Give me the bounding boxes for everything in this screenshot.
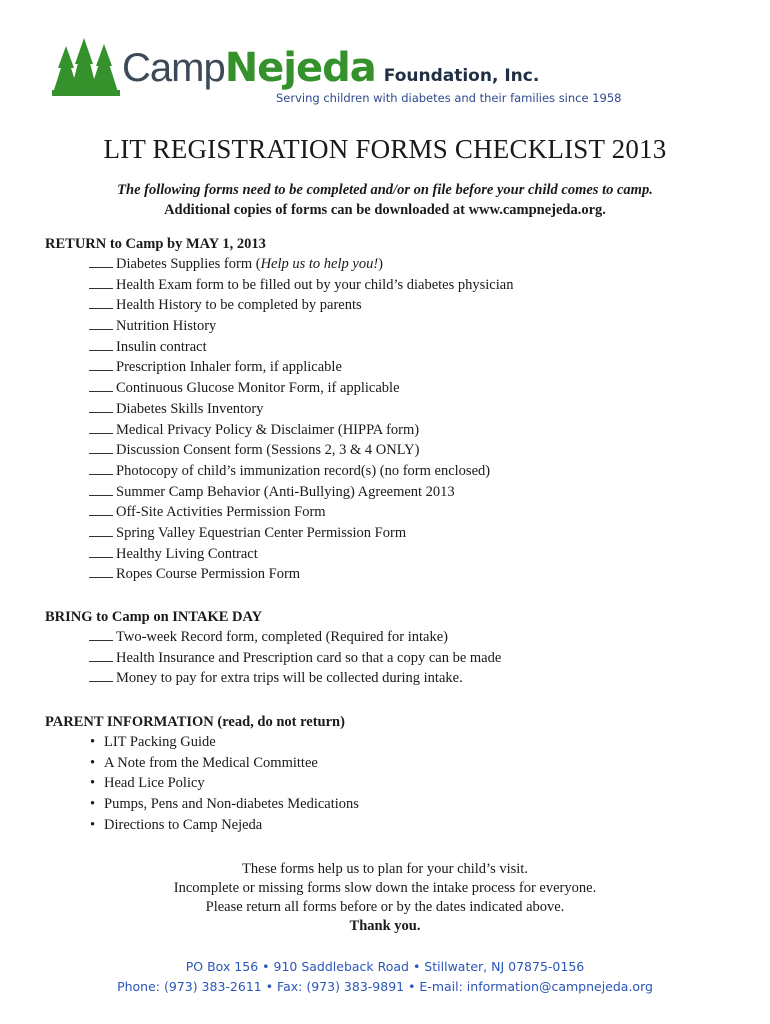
brand-foundation: Foundation, Inc. (383, 66, 540, 86)
footer-address: PO Box 156 • 910 Saddleback Road • Stillwater, NJ 07875-0156 (185, 959, 585, 974)
checklist-item (45, 420, 513, 441)
info-list-item (45, 794, 359, 815)
checkbox-blank[interactable] (89, 668, 113, 682)
return-checklist (45, 254, 513, 585)
item-label: Health Exam form to be filled out by your child’s diabetes physician (116, 276, 514, 293)
bring-checklist (45, 627, 501, 689)
footer-contact: Phone: (973) 383-2611 • Fax: (973) 383-9891 • E-mail: information@campnejeda.org (117, 979, 653, 994)
pine-trees-icon (52, 38, 124, 100)
intro-line-2: Additional copies of forms can be downloaded at www.campnejeda.org. (164, 202, 606, 218)
checkbox-blank[interactable] (89, 378, 113, 392)
checklist-item (45, 482, 513, 503)
item-label: Health Insurance and Prescription card so that a copy can be made (116, 649, 502, 666)
checklist-item (45, 316, 513, 337)
checkbox-blank[interactable] (89, 420, 113, 434)
return-heading: RETURN to Camp by MAY 1, 2013 (45, 236, 266, 252)
bullet-icon: • (90, 796, 96, 813)
checkbox-blank[interactable] (89, 482, 113, 496)
item-label: Summer Camp Behavior (Anti-Bullying) Agreement 2013 (116, 483, 455, 500)
item-label: Money to pay for extra trips will be collected during intake. (116, 670, 463, 687)
item-label: Ropes Course Permission Form (116, 566, 301, 583)
checklist-item (45, 275, 513, 296)
item-label: Photocopy of child’s immunization record(s) (no form enclosed) (116, 462, 491, 479)
bullet-icon: • (90, 754, 96, 771)
info-list-item (45, 815, 359, 836)
checkbox-blank[interactable] (89, 357, 113, 371)
checklist-item (45, 564, 513, 585)
intro-line-1: The following forms need to be completed and/or on file before your child comes to camp. (117, 182, 653, 198)
page-title: LIT REGISTRATION FORMS CHECKLIST 2013 (103, 134, 667, 164)
checkbox-blank[interactable] (89, 564, 113, 578)
parent-info-list (45, 732, 359, 835)
brand-nejeda: Nejeda (224, 45, 376, 91)
checkbox-blank[interactable] (89, 523, 113, 537)
info-item-label: Head Lice Policy (104, 775, 205, 792)
info-item-label: Pumps, Pens and Non-diabetes Medications (104, 796, 359, 813)
checkbox-blank[interactable] (89, 440, 113, 454)
tagline: Serving children with diabetes and their families since 1958 (276, 91, 622, 105)
closing-line-3: Please return all forms before or by the dates indicated above. (205, 899, 565, 915)
item-label: Diabetes Supplies form ( (116, 256, 261, 272)
parent-heading: PARENT INFORMATION (read, do not return) (45, 714, 345, 730)
item-label: Discussion Consent form (Sessions 2, 3 & 4 ONLY) (116, 442, 420, 459)
checklist-item (45, 337, 513, 358)
checkbox-blank[interactable] (89, 461, 113, 475)
item-label: Health History to be completed by parents (116, 297, 362, 314)
checklist-item (45, 648, 501, 669)
item-label: Insulin contract (116, 338, 207, 355)
brand-camp: Camp (122, 46, 225, 90)
checkbox-blank[interactable] (89, 544, 113, 558)
item-label: Diabetes Skills Inventory (116, 400, 264, 417)
item-label: Off-Site Activities Permission Form (116, 504, 326, 521)
checklist-item (45, 523, 513, 544)
bring-heading: BRING to Camp on INTAKE DAY (45, 609, 263, 625)
checkbox-blank[interactable] (89, 399, 113, 413)
intro (0, 180, 770, 220)
closing-line-1: These forms help us to plan for your child’s visit. (242, 861, 528, 877)
item-label: Two-week Record form, completed (Required for intake) (116, 629, 448, 645)
checklist-item (45, 378, 513, 399)
info-item-label: LIT Packing Guide (104, 734, 216, 750)
item-label: Prescription Inhaler form, if applicable (116, 359, 342, 376)
closing-thanks: Thank you. (349, 918, 421, 934)
bullet-icon: • (90, 816, 96, 833)
checkbox-blank[interactable] (89, 316, 113, 330)
info-list-item (45, 753, 359, 774)
info-item-label: A Note from the Medical Committee (104, 754, 318, 771)
item-label: Spring Valley Equestrian Center Permission Form (116, 524, 407, 541)
item-note: Help us to help you! (260, 256, 379, 272)
closing-note (0, 860, 770, 936)
closing-line-2: Incomplete or missing forms slow down the intake process for everyone. (173, 880, 597, 896)
checklist-item (45, 254, 513, 275)
checkbox-blank[interactable] (89, 337, 113, 351)
footer (0, 957, 770, 997)
info-item-label: Directions to Camp Nejeda (104, 816, 263, 833)
checklist-item (45, 544, 513, 565)
checklist-item (45, 399, 513, 420)
checklist-item (45, 295, 513, 316)
checklist-item (45, 668, 501, 689)
checkbox-blank[interactable] (89, 648, 113, 662)
checklist-item (45, 502, 513, 523)
item-label: Continuous Glucose Monitor Form, if applicable (116, 380, 400, 397)
checkbox-blank[interactable] (89, 254, 113, 268)
checkbox-blank[interactable] (89, 275, 113, 289)
parent-section (45, 712, 359, 835)
item-label: Nutrition History (116, 318, 217, 335)
item-label: Medical Privacy Policy & Disclaimer (HIPPA form) (116, 421, 420, 438)
checkbox-blank[interactable] (89, 627, 113, 641)
bring-section (45, 607, 501, 689)
info-list-item (45, 732, 359, 753)
checklist-item (45, 357, 513, 378)
camp-nejeda-logo (52, 36, 622, 112)
checkbox-blank[interactable] (89, 502, 113, 516)
checklist-item (45, 461, 513, 482)
item-note-close: ) (378, 256, 384, 272)
bullet-icon: • (90, 734, 96, 750)
brand-name (122, 45, 540, 91)
checkbox-blank[interactable] (89, 295, 113, 309)
return-section (45, 234, 513, 585)
bullet-icon: • (90, 775, 96, 792)
item-label: Healthy Living Contract (116, 545, 258, 562)
checklist-item (45, 627, 501, 648)
checklist-item (45, 440, 513, 461)
info-list-item (45, 773, 359, 794)
